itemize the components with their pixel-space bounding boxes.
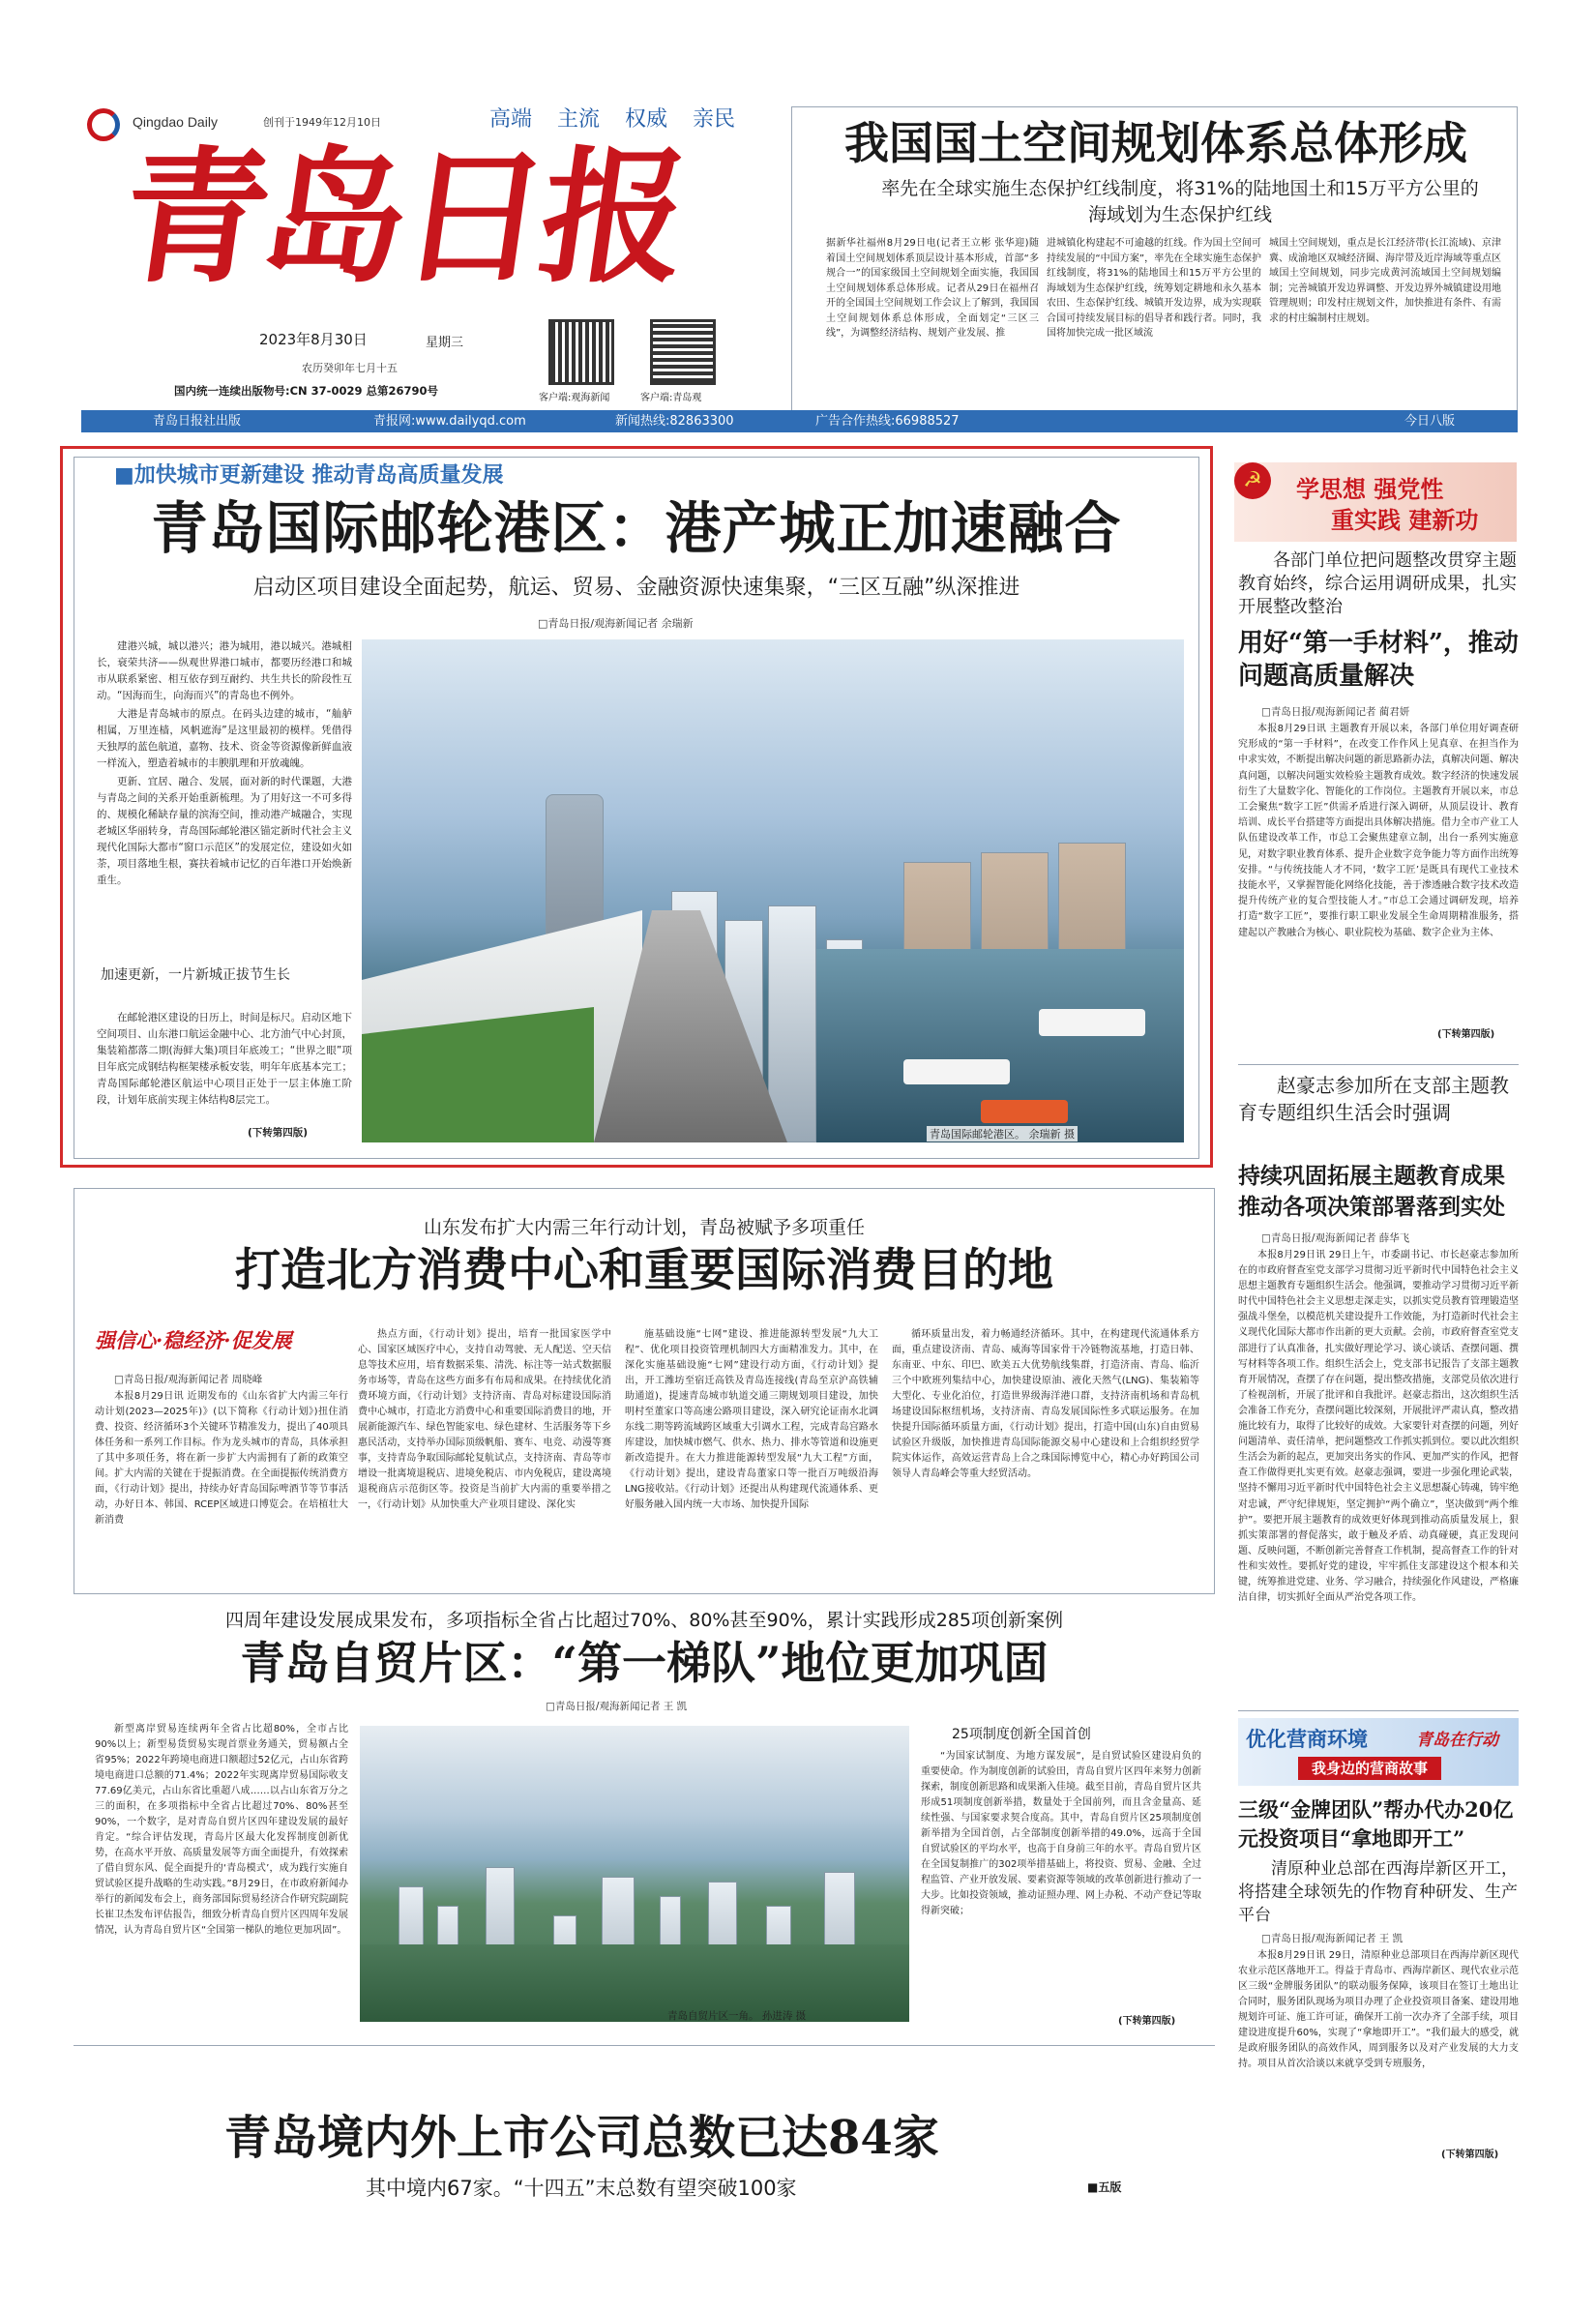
- sidebar2-headline[interactable]: 持续巩固拓展主题教育成果推动各项决策部署落到实处: [1238, 1163, 1505, 1220]
- bottom-headline[interactable]: 青岛境内外上市公司总数已达84家: [224, 2111, 939, 2165]
- feature-para-2: 大港是青岛城市的原点。在码头边建的城市，“舢舻相属，万里连樯，风帆遮海”是这里最初的模样。凭借得天独厚的蓝色航道，嘉物、技术、资金等资源像新鲜血液一样流入，塑造着城市的丰腴肌理和开放魂魄。: [97, 708, 352, 769]
- bottom-page-ref[interactable]: ■五版: [1087, 2180, 1122, 2194]
- bottom-subhead: 其中境内67家。“十四五”末总数有望突破100家: [366, 2177, 797, 2200]
- info-hotline: 新闻热线:82863300: [615, 414, 734, 429]
- feature-photo-caption: 青岛国际邮轮港区。 余瑞新 摄: [927, 1126, 1078, 1142]
- sidebar2-body-text: 本报8月29日讯 29日上午，市委副书记、市长赵豪志参加所在的市政府督查室党支部学习贯彻习近平新时代中国特色社会主义思想主题教育专题组织生活会。他强调，要推动学习贯彻习近平新时代中国特色社会主义思想走深走实，以抓实党员教育管理锻造坚强战斗堡垒，以模范机关建设提升工作效能，为打造新时代社会主义现代化国际大都市作出新的更大贡献。会前，市政府督查室党支部进行了认真准备，扎实做好理论学习、谈心谈话、查摆问题、撰写材料等各项工作。组织生活会上，党支部书记报告了支部主题教育开展情况，查摆了存在问题，提出整改措施，支部党员依次进行了检视剖析，开展了批评和自我批评。赵豪志指出，这次组织生活会准备工作充分，查摆问题比较深刻，开展批评严肃认真，整改措施比较有力，取得了比较好的成效。大家要针对查摆的问题，列好问题清单、责任清单，把问题整改工作抓实抓到位。要以此次组织生活会为新的起点，更加突出务实的作风、更加严实的作风，把督查工作做得更扎实更有效。赵豪志强调，要进一步强化理论武装，坚持不懈用习近平新时代中国特色社会主义思想凝心铸魂，铸牢绝对忠诚，严守纪律规矩，坚定拥护“两个确立”，坚决做到“两个维护”。要把开展主题教育的成效更好体现到推动高质量发展上，狠抓实策部署的督促落实，敢于触及矛盾、动真碰硬，真正发现问题、反映问题，不断创新完善督查工作机制，提高督查工作的针对性和实效性。要抓好党的建设，牢牢抓住支部建设这个根本和关键，统筹推进党建、业务、学习融合，持续强化作风建设，严格廉洁自律，切实抓好全面从严治党各项工作。: [1238, 1250, 1519, 1604]
- feature-body: [97, 638, 352, 891]
- masthead-cn-number: 国内统一连续出版物号:CN 37-0029 总第26790号: [174, 384, 438, 398]
- sidebar3-strip: 我身边的营商故事: [1298, 1757, 1441, 1780]
- masthead-title: 青岛日报: [111, 133, 694, 303]
- sidebar3-deck: 清原种业总部在西海岸新区开工，将搭建全球领先的作物育种研发、生产平台: [1238, 1859, 1518, 1925]
- sidebar1-body: [1238, 722, 1519, 1038]
- sidebar3-byline: □青岛日报/观海新闻记者 王 凯: [1261, 1933, 1404, 1944]
- ftz-kicker: 四周年建设发展成果发布，多项指标全省占比超过70%、80%甚至90%，累计实践形成285项创新案例: [225, 1610, 1063, 1631]
- sidebar3-banner-tag: 青岛在行动: [1416, 1731, 1498, 1750]
- feature-body-2: [97, 1010, 352, 1111]
- sidebar2-byline: □青岛日报/观海新闻记者 薛华飞: [1261, 1232, 1410, 1244]
- consumption-byline: □青岛日报/观海新闻记者 周晓峰: [114, 1374, 263, 1385]
- consumption-col2-text: 热点方面，《行动计划》提出，培育一批国家医学中心、国家区域医疗中心，支持自动驾驶、无人配送、空天信息等技术应用，培育数据采集、清洗、标注等一站式数据服务市场等，青岛在这些方面多有布局和成果。在持续优化消费环境方面，《行动计划》支持济南、青岛对标建设国际消费中心城市，打造北方消费中心和重要国际消费目的地，开展新能源汽车、绿色智能家电、绿色建材、生活服务等下乡惠民活动，支持举办国际顶级帆船、赛车、电竞、动漫等赛事，支持青岛争取国际邮轮复航试点，支持济南、青岛等市增设一批离境退税店、进境免税店、市内免税店，建设离境退税商店示范街区等。投资是当前扩大内需的重要举措之一，《行动计划》从加快重大产业项目建设、深化实: [358, 1329, 611, 1510]
- consumption-col3-text: 施基础设施“七网”建设、推进能源转型发展“九大工程”、优化项目投资管理机制四大方面精准发力。其中，在深化实施基础设施“七网”建设行动方面，《行动计划》提出，开工潍坊至宿迁高铁及青岛连接线(青岛至京沪高铁辅助通道)，提速青岛城市轨道交通三期规划项目建设，加快明村至董家口等高速公路项目建设，深入研究论证南水北调东线二期等跨流域跨区域重大引调水工程，完成青岛宫路水库建设，加快城市燃气、供水、热力、排水等管道和设施更新改造提升。在大力推进能源转型发展“九大工程”方面，《行动计划》提出，建设青岛董家口等一批百万吨级沿海LNG接收站。《行动计划》还提出从构建现代流通体系、更好服务融入国内统一大市场、加快提升国际: [625, 1329, 878, 1510]
- masthead-lunar: 农历癸卯年七月十五: [302, 362, 398, 374]
- top-story-col2: 进城镇化构建起不可逾越的红线。作为国土空间可持续发展的“中国方案”，率先在全球实施生态保护红线制度，将31%的陆地国土和15万平方公里的海域划为生态保护红线，统筹划定耕地和永久基本农田、生态保护红线、城镇开发边界，成为实现联合国可持续发展目标的倡导者和践行者。同时，我国将加快完成一批区域流: [1047, 238, 1261, 339]
- party-emblem-icon: ☭: [1234, 462, 1271, 499]
- ftz-jump[interactable]: (下转第四版): [1118, 2012, 1175, 2027]
- top-story-headline[interactable]: 我国国土空间规划体系总体形成: [844, 117, 1467, 169]
- ftz-photo-caption: 青岛自贸片区一角。 孙进涛 摄: [667, 2010, 807, 2022]
- consumption-kicker: 山东发布扩大内需三年行动计划，青岛被赋予多项重任: [423, 1217, 865, 1238]
- feature-para-4: 在邮轮港区建设的日历上，时间是标尺。启动区地下空间项目、山东港口航运金融中心、北方油气中心封顶，集装箱都落二期(海鲜大集)项目年底竣工；“世界之眼”项目年底完成钢结构框架楼承板安装，明年年底基本完工；青岛国际邮轮港区航运中心项目正处于一层主体施工阶段，计划年底前实现主体结构8层完工。: [97, 1012, 352, 1106]
- ftz-byline: □青岛日报/观海新闻记者 王 凯: [546, 1701, 688, 1712]
- sidebar3-headline[interactable]: 三级“金牌团队”帮办代办20亿元投资项目“拿地即开工”: [1238, 1797, 1514, 1851]
- top-story-col1: 据新华社福州8月29日电(记者王立彬 张华迎)随着国土空间规划体系顶层设计基本形成，首部“多规合一”的国家级国土空间规划全面实施，我国国土空间规划体系总体形成。记者从29日在福州召开的全国国土空间规划工作会议上了解到，我国国土空间规划体系总体形成，全面划定“三区三线”，为调整经济结构、规划产业发展、推: [826, 238, 1039, 339]
- consumption-col4: [892, 1327, 1199, 1583]
- ftz-right-subtitle: 25项制度创新全国首创: [952, 1727, 1091, 1742]
- feature-subhead: 启动区项目建设全面起势，航运、贸易、金融资源快速集聚，“三区互融”纵深推进: [252, 576, 1020, 600]
- sidebar1-banner-b: 重实践 建新功: [1331, 506, 1479, 534]
- newspaper-logo-icon: [87, 108, 120, 141]
- sidebar1-byline: □青岛日报/观海新闻记者 蔺君妍: [1261, 706, 1410, 718]
- sidebar1-banner-a: 学思想 强党性: [1296, 475, 1444, 503]
- sidebar2-kicker: 赵豪志参加所在支部主题教育专题组织生活会时强调: [1238, 1074, 1509, 1124]
- info-website[interactable]: 青报网:www.dailyqd.com: [373, 414, 526, 429]
- sidebar1-jump[interactable]: (下转第四版): [1437, 1025, 1494, 1040]
- sidebar2-body: [1238, 1248, 1519, 1703]
- consumption-headline[interactable]: 打造北方消费中心和重要国际消费目的地: [235, 1244, 1053, 1297]
- feature-headline[interactable]: 青岛国际邮轮港区：港产城正加速融合: [151, 495, 1122, 561]
- sidebar3-body-text: 本报8月29日讯 29日，清原种业总部项目在西海岸新区现代农业示范区落地开工。得益于青岛市、西海岸新区、现代农业示范区三级“金牌服务团队”的联动服务保障，该项目在签订土地出让合同时，服务团队现场为项目办理了企业投资项目备案、建设用地规划许可证、施工许可证，确保开工前一次办齐了全部手续，项目建设进度提升60%，实现了“拿地即开工”。“我们最大的感受，就是政府服务团队的高效作风，周到服务以及对产业发展的大力支持。项目从首次洽谈以来就享受到专班服务，: [1238, 1950, 1519, 2069]
- sidebar1-headline[interactable]: 用好“第一手材料”，推动问题高质量解决: [1238, 629, 1519, 691]
- masthead-slogan: [489, 103, 735, 133]
- feature-photo-cruise-port[interactable]: [362, 639, 1184, 1142]
- feature-jump[interactable]: (下转第四版): [248, 1127, 309, 1139]
- ftz-left-col: [95, 1722, 348, 2012]
- sidebar3-jump[interactable]: (下转第四版): [1441, 2146, 1498, 2160]
- feature-para-1: 建港兴城，城以港兴；港为城用，港以城兴。港城相长，衰荣共济——纵观世界港口城市，都要历经港口和城市从联系紧密、相互依存到互耐约、共生共长的阶段性互动。“因海而生，向海而兴”的青岛也不例外。: [97, 640, 352, 701]
- feature-para-3: 更新、宜居、融合、发展，面对新的时代课题，大港与青岛之间的关系开始重新梳理。为了用好这一不可多得的、规模化稀缺存量的滨海空间，推动港产城融合，实现老城区华丽转身，青岛国际邮轮港区锚定新时代社会主义现代化国际大都市“窗口示范区”的发展定位，建设如火如荼，项目落地生根，赛扶着城市记忆的百年港口开始焕新重生。: [97, 776, 352, 886]
- qr-code-qingdao[interactable]: [650, 319, 716, 385]
- info-ad-hotline: 广告合作热线:66988527: [815, 414, 960, 429]
- qr-code-guanhai[interactable]: [548, 319, 614, 385]
- ftz-headline[interactable]: 青岛自贸片区：“第一梯队”地位更加巩固: [240, 1637, 1049, 1689]
- info-bar: [81, 410, 1518, 432]
- qr1-caption: 客户端:观海新闻: [539, 393, 610, 403]
- consumption-col4-text: 循环质量出发，着力畅通经济循环。其中，在构建现代流通体系方面，重点建设济南、青岛、威海等国家骨干冷链物流基地，打造日韩、东南亚、中东、印巴、欧美五大优势航线集群，打造济南、青岛、临沂三个中欧班列集结中心，加快建设原油、液化天然气(LNG)、集装箱等大型化、专业化泊位，打造世界级海洋港口群，支持济南机场和青岛机场建设国际枢纽机场，支持济南、青岛发展国际性多式联运服务。在加快提升国际循环质量方面，《行动计划》提出，打造中国(山东)自由贸易试验区升级版，加快推进青岛国际能源交易中心建设和上合组织经贸学院实体运作，高效运营青岛上合之珠国际博览中心，精心办好跨国公司领导人青岛峰会等重大经贸活动。: [892, 1329, 1199, 1479]
- feature-kicker: ■加快城市更新建设 推动青岛高质量发展: [114, 463, 504, 488]
- consumption-col3: [625, 1327, 878, 1583]
- slogan-2: 主流: [557, 107, 601, 132]
- sidebar1-kicker: 各部门单位把问题整改贯穿主题教育始终，综合运用调研成果，扎实开展整改整治: [1238, 550, 1517, 617]
- ftz-right-col: [921, 1749, 1201, 2026]
- slogan-3: 权威: [625, 107, 668, 132]
- sidebar3-banner: 优化营商环境: [1246, 1727, 1368, 1751]
- consumption-col1: [95, 1389, 348, 1583]
- slogan-4: 亲民: [693, 107, 736, 132]
- masthead-en-name: Qingdao Daily: [133, 114, 218, 130]
- ftz-right-text: “为国家试制度、为地方谋发展”，是自贸试验区建设肩负的重要使命。作为制度创新的试验田，青岛自贸片区四年来努力创新探索，制度创新思路和成果渐入佳境。截至目前，青岛自贸片区共形成51项制度创新举措，数量处于全国前列，而且含金量高、延续性强、与国家要求契合度高。其中，青岛自贸片区25项制度创新举措为全国首创，占全部制度创新举措的49.0%，远高于全国自贸试验区的平均水平，也高于自身前三年的水平。青岛自贸片区在全国复制推广的302项举措基础上，将投资、贸易、金融、全过程监管、产业开放发展、要素资源等领域的改革创新进行推动了一大步。比如投资领域，推动证照办理、网上办税、不动产登记等取得新突破；: [921, 1751, 1201, 1916]
- top-story-subhead: 率先在全球实施生态保护红线制度，将31%的陆地国土和15万平方公里的海域划为生态保护红线: [881, 178, 1479, 225]
- info-pages: 今日八版: [1404, 414, 1456, 429]
- sidebar3-body: [1238, 1948, 1519, 2161]
- bottom-divider: [74, 2045, 1215, 2046]
- masthead-date: 2023年8月30日: [259, 331, 368, 348]
- ftz-photo-city[interactable]: [360, 1726, 909, 2022]
- consumption-badge: 强信心·稳经济·促发展: [95, 1328, 292, 1352]
- sidebar1-body-text: 本报8月29日讯 主题教育开展以来，各部门单位用好调查研究形成的“第一手材料”，在改变工作作风上见真章、在担当作为中求实效，不断提出解决问题的新思路新办法，真解决问题、解决真问题，以解决问题实效检验主题教育成效。数字经济的快速发展衍生了大量数字化、智能化的工作岗位。主题教育开展以来，市总工会聚焦“数字工匠”供需矛盾进行深入调研，从顶层设计、教育培训、成长平台搭建等方面提出具体解决措施。借力全市产业工人队伍建设改革工作，市总工会聚焦建章立制，出台一系列实施意见，对数字职业教育体系、提升企业数字竞争能力等方面作出统筹安排。“与传统技能人才不同，‘数字工匠’是既具有现代工业技术技能水平，又掌握智能化网络化技能，善于渗透融合数字技术改造提升传统产业的复合型技能人才。”市总工会通过调研发现，培养打造“数字工匠”，要推行职工职业发展全生命周期精准服务，搭建起以产教融合为核心、职业院校为基础、数字企业为主体、: [1238, 724, 1519, 938]
- info-publisher: 青岛日报社出版: [153, 414, 242, 429]
- consumption-col2: [358, 1327, 611, 1583]
- feature-byline: □青岛日报/观海新闻记者 余瑞新: [538, 617, 694, 630]
- qr2-caption: 客户端:青岛观: [640, 393, 702, 403]
- slogan-1: 高端: [489, 107, 533, 132]
- ftz-left-text: 新型离岸贸易连续两年全省占比超80%，全市占比90%以上；新型易货贸易实现首票业务通关，贸易额占全省95%；2022年跨境电商进口额超过52亿元，占山东省跨境电商进口总额的71.4%；2022年实现离岸贸易国际收支77.69亿美元，占山东省比重超八成……以占山东省万分之三的面积，在多项指标中全省占比超过70%、80%甚至90%，一个数字，是对青岛自贸片区四年建设发展的最好肯定。“综合评估发现，青岛片区最大化发挥制度创新优势，在高水平开放、高质量发展等方面全面提升，有效探索了借自贸东风、促全面提升的‘青岛模式’，成为践行实施自贸试验区提升战略的生动实践。”8月29日，在市政府新闻办举行的新闻发布会上，商务部国际贸易经济合作研究院副院长崔卫杰发布评估报告，细致分析青岛自贸片区四周年发展情况，认为青岛自贸片区“全国第一梯队的地位更加巩固”。: [95, 1724, 348, 1936]
- feature-subtitle: 加速更新，一片新城正拔节生长: [101, 967, 290, 983]
- top-story-col3: 城国土空间规划，重点是长江经济带(长江流域)、京津冀、成渝地区双城经济圈、海岸带及近岸海域等重点区域国土空间规划，同步完成黄河流域国土空间规划编制；完善城镇开发边界调整、开发边界外城镇建设用地管理规则；印发村庄规划文件，加快推进有条件、有需求的村庄编制村庄规划。: [1269, 238, 1501, 324]
- masthead-founded: 创刊于1949年12月10日: [263, 116, 381, 129]
- masthead-weekday: 星期三: [426, 336, 464, 350]
- sidebar-divider-2: [1238, 1710, 1519, 1711]
- consumption-col1-text: 本报8月29日讯 近期发布的《山东省扩大内需三年行动计划(2023—2025年)》(以下简称《行动计划》)扭住消费、投资、经济循环3个关键环节精准发力，提出了40项具体任务和一系列工作目标。作为龙头城市的青岛，具体承担了其中多项任务，将在新一步扩大内需拥有了新的政策空间。扩大内需的关键在于提振消费。在全面提振传统消费方面，《行动计划》提出，持续办好青岛国际啤酒节等节事活动，办好日本、韩国、RCEP区域进口博览会。在培植壮大新消费: [95, 1391, 348, 1526]
- sidebar-divider-1: [1238, 1064, 1519, 1065]
